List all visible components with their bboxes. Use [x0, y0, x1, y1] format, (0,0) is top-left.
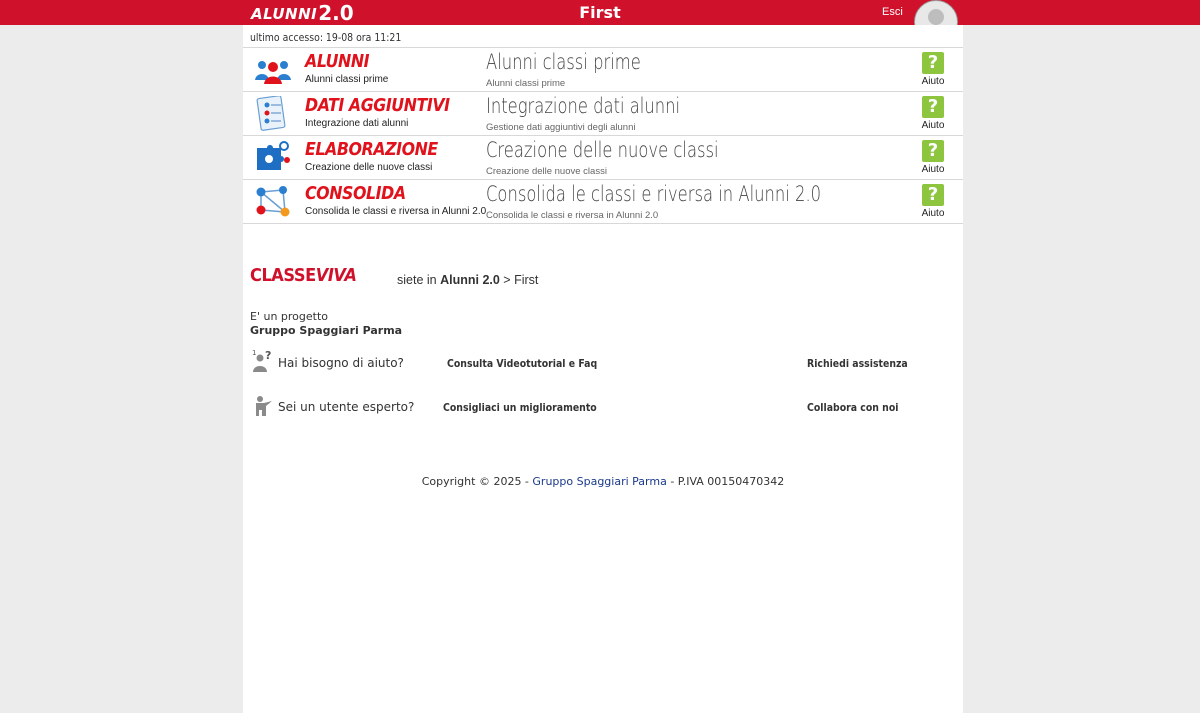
- help-button[interactable]: [921, 96, 945, 131]
- menu-row-dati-aggiuntivi[interactable]: [243, 92, 963, 136]
- project-company: Gruppo Spaggiari Parma: [250, 324, 403, 337]
- breadcrumb-prefix: siete in: [397, 273, 441, 287]
- menu-subtitle: Creazione delle nuove classi: [305, 162, 433, 173]
- menu-subtitle: Integrazione dati alunni: [305, 118, 409, 129]
- copyright: [243, 475, 963, 488]
- project-info: [250, 310, 402, 338]
- help-label: Aiuto: [921, 208, 945, 219]
- menu-subtitle: Consolida le classi e riversa in Alunni 2.0: [305, 206, 487, 217]
- logo-part: CLASSE: [250, 265, 316, 286]
- student-list-document-icon: [253, 96, 293, 132]
- collaborate-link[interactable]: Collabora con noi: [807, 401, 899, 414]
- menu-name: CONSOLIDA: [305, 183, 406, 204]
- suggest-improvement-link[interactable]: Consigliaci un miglioramento: [443, 401, 597, 414]
- menu-row-consolida[interactable]: [243, 180, 963, 224]
- menu-description: Integrazione dati alunni: [486, 94, 681, 118]
- svg-text:1: 1: [252, 349, 257, 357]
- question-mark-icon: ?: [922, 140, 944, 162]
- help-label: Aiuto: [921, 164, 945, 175]
- request-support-link[interactable]: Richiedi assistenza: [807, 357, 908, 370]
- help-row: [250, 349, 950, 377]
- menu-description-detail: Consolida le classi e riversa in Alunni 2.0: [486, 210, 659, 221]
- svg-text:?: ?: [265, 349, 272, 362]
- menu-row-elaborazione[interactable]: [243, 136, 963, 180]
- breadcrumb-separator: >: [499, 273, 515, 287]
- logo-word: ALUNNI: [251, 5, 318, 23]
- menu-subtitle: Alunni classi prime: [305, 74, 389, 85]
- menu-description-detail: Alunni classi prime: [486, 78, 566, 89]
- question-mark-icon: ?: [922, 96, 944, 118]
- menu-row-alunni[interactable]: [243, 48, 963, 92]
- videotutorial-faq-link[interactable]: Consulta Videotutorial e Faq: [447, 357, 598, 370]
- last-access-text: ultimo accesso: 19-08 ora 11:21: [250, 31, 402, 44]
- project-line: E' un progetto: [250, 310, 329, 323]
- superhero-icon: [250, 393, 274, 417]
- page-title: First: [579, 3, 621, 22]
- menu-name: ALUNNI: [305, 51, 370, 72]
- network-consolidate-icon: [253, 184, 293, 220]
- question-mark-icon: ?: [922, 184, 944, 206]
- help-label: Aiuto: [921, 76, 945, 87]
- menu-description: Alunni classi prime: [486, 50, 641, 74]
- main-panel: [243, 25, 963, 713]
- logo-version: 2.0: [318, 1, 354, 25]
- classeviva-logo[interactable]: [250, 265, 356, 286]
- menu-name: DATI AGGIUNTIVI: [305, 95, 450, 116]
- expert-row: [250, 393, 950, 421]
- help-question: Hai bisogno di aiuto?: [278, 356, 404, 370]
- copyright-prefix: Copyright © 2025 -: [421, 475, 533, 488]
- puzzle-processing-icon: [253, 140, 293, 176]
- help-button[interactable]: [921, 140, 945, 175]
- logo-part: VIVA: [315, 265, 357, 286]
- copyright-suffix: - P.IVA 00150470342: [666, 475, 785, 488]
- question-mark-icon: ?: [922, 52, 944, 74]
- help-button[interactable]: [921, 52, 945, 87]
- expert-question: Sei un utente esperto?: [278, 400, 415, 414]
- copyright-company-link[interactable]: Gruppo Spaggiari Parma: [532, 475, 667, 488]
- help-label: Aiuto: [921, 120, 945, 131]
- menu-description-detail: Gestione dati aggiuntivi degli alunni: [486, 122, 636, 133]
- person-question-icon: [250, 349, 274, 373]
- breadcrumb-app: Alunni 2.0: [440, 273, 500, 287]
- function-menu: [243, 47, 963, 224]
- top-bar: [0, 0, 1200, 25]
- students-group-icon: [253, 52, 293, 88]
- breadcrumb: [397, 273, 538, 287]
- menu-description: Consolida le classi e riversa in Alunni 2.0: [486, 182, 822, 206]
- menu-description: Creazione delle nuove classi: [486, 138, 719, 162]
- help-button[interactable]: [921, 184, 945, 219]
- menu-name: ELABORAZIONE: [305, 139, 438, 160]
- logout-link[interactable]: Esci: [882, 6, 903, 18]
- breadcrumb-page: First: [514, 273, 539, 287]
- menu-description-detail: Creazione delle nuove classi: [486, 166, 607, 177]
